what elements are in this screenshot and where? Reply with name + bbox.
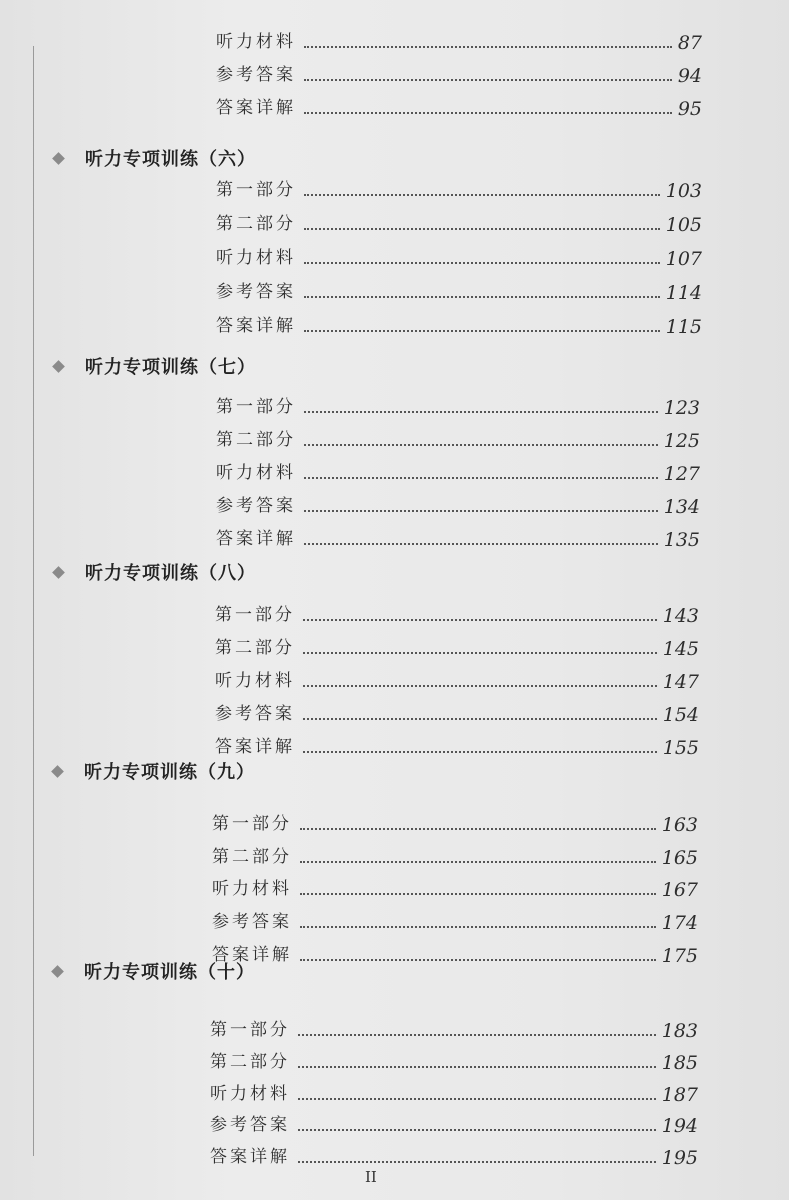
toc-entry[interactable] xyxy=(216,488,700,518)
toc-entry[interactable] xyxy=(216,90,702,120)
toc-entry-page: 127 xyxy=(663,463,700,485)
toc-entry-page: 183 xyxy=(661,1020,698,1042)
toc-entry-page: 134 xyxy=(663,496,700,518)
toc-entry[interactable] xyxy=(212,871,698,901)
toc-entry-label: 答案详解 xyxy=(212,945,292,965)
diamond-icon xyxy=(52,566,65,579)
dot-leader xyxy=(304,194,660,196)
toc-entry-label: 第二部分 xyxy=(216,214,296,234)
section-heading-7[interactable] xyxy=(54,351,256,381)
toc-entry-page: 194 xyxy=(661,1115,698,1137)
dot-leader xyxy=(298,1066,656,1068)
toc-entry-page: 103 xyxy=(665,180,702,202)
diamond-icon xyxy=(51,765,64,778)
toc-entry-label: 参考答案 xyxy=(216,496,296,516)
toc-entry-label: 第一部分 xyxy=(216,180,296,200)
section-heading-6[interactable] xyxy=(54,143,256,173)
toc-entry-page: 147 xyxy=(662,671,699,693)
dot-leader xyxy=(304,296,660,298)
toc-entry-page: 187 xyxy=(661,1084,698,1106)
dot-leader xyxy=(303,652,657,654)
dot-leader xyxy=(304,543,658,545)
toc-entry-page: 105 xyxy=(665,214,702,236)
diamond-icon xyxy=(52,152,65,165)
toc-entry-label: 第二部分 xyxy=(216,430,296,450)
toc-entry[interactable] xyxy=(216,206,702,236)
diamond-icon xyxy=(51,965,64,978)
toc-entry-label: 听力材料 xyxy=(216,463,296,483)
toc-entry[interactable] xyxy=(216,521,700,551)
toc-entry-label: 第一部分 xyxy=(215,605,295,625)
toc-entry-page: 145 xyxy=(662,638,699,660)
toc-entry-page: 107 xyxy=(665,248,702,270)
toc-entry[interactable] xyxy=(210,1107,698,1137)
toc-entry-page: 135 xyxy=(663,529,700,551)
toc-entry[interactable] xyxy=(212,937,698,967)
toc-entry-label: 答案详解 xyxy=(210,1147,290,1167)
toc-entry-page: 115 xyxy=(665,316,702,338)
toc-entry-page: 195 xyxy=(661,1147,698,1169)
dot-leader xyxy=(300,893,656,895)
toc-entry-page: 94 xyxy=(677,65,702,87)
toc-entry[interactable] xyxy=(216,172,702,202)
toc-entry[interactable] xyxy=(216,389,700,419)
toc-entry-page: 123 xyxy=(663,397,700,419)
toc-entry[interactable] xyxy=(216,422,700,452)
toc-entry-page: 154 xyxy=(662,704,699,726)
dot-leader xyxy=(304,477,658,479)
dot-leader xyxy=(300,959,656,961)
dot-leader xyxy=(300,861,656,863)
toc-entry-page: 95 xyxy=(677,98,702,120)
dot-leader xyxy=(304,262,660,264)
toc-entry-label: 参考答案 xyxy=(212,912,292,932)
toc-entry[interactable] xyxy=(215,597,699,627)
toc-entry-page: 125 xyxy=(663,430,700,452)
toc-entry-page: 165 xyxy=(661,847,698,869)
toc-entry[interactable] xyxy=(215,663,699,693)
toc-entry-label: 听力材料 xyxy=(210,1084,290,1104)
section-heading-9[interactable] xyxy=(53,756,255,786)
toc-entry-label: 听力材料 xyxy=(216,32,296,52)
toc-entry[interactable] xyxy=(210,1139,698,1169)
dot-leader xyxy=(298,1034,656,1036)
toc-entry[interactable] xyxy=(215,696,699,726)
toc-entry-label: 第二部分 xyxy=(210,1052,290,1072)
dot-leader xyxy=(304,411,658,413)
toc-entry[interactable] xyxy=(216,57,702,87)
toc-entry-label: 答案详解 xyxy=(216,98,296,118)
toc-entry-label: 听力材料 xyxy=(215,671,295,691)
toc-entry-label: 第一部分 xyxy=(216,397,296,417)
toc-entry-page: 143 xyxy=(662,605,699,627)
toc-entry-label: 答案详解 xyxy=(216,529,296,549)
toc-entry-label: 参考答案 xyxy=(216,65,296,85)
dot-leader xyxy=(298,1129,656,1131)
section-title: 听力专项训练（十） xyxy=(84,962,255,983)
dot-leader xyxy=(304,79,672,81)
dot-leader xyxy=(303,718,657,720)
toc-entry-label: 听力材料 xyxy=(216,248,296,268)
toc-entry-label: 第一部分 xyxy=(212,814,292,834)
toc-entry-label: 参考答案 xyxy=(215,704,295,724)
toc-entry[interactable] xyxy=(216,274,702,304)
dot-leader xyxy=(298,1098,656,1100)
toc-entry-label: 听力材料 xyxy=(212,879,292,899)
toc-entry[interactable] xyxy=(216,455,700,485)
toc-entry-label: 答案详解 xyxy=(216,316,296,336)
section-title: 听力专项训练（七） xyxy=(85,357,256,378)
dot-leader xyxy=(303,685,657,687)
toc-entry-label: 参考答案 xyxy=(210,1115,290,1135)
toc-entry[interactable] xyxy=(212,904,698,934)
toc-entry[interactable] xyxy=(216,24,702,54)
toc-entry[interactable] xyxy=(215,729,699,759)
dot-leader xyxy=(304,444,658,446)
section-title: 听力专项训练（六） xyxy=(85,149,256,170)
dot-leader xyxy=(304,112,672,114)
toc-entry-page: 185 xyxy=(661,1052,698,1074)
dot-leader xyxy=(303,751,657,753)
dot-leader xyxy=(298,1161,656,1163)
toc-entry-page: 167 xyxy=(661,879,698,901)
dot-leader xyxy=(300,828,656,830)
toc-entry-label: 第二部分 xyxy=(212,847,292,867)
toc-entry[interactable] xyxy=(212,806,698,836)
toc-entry-label: 第一部分 xyxy=(210,1020,290,1040)
dot-leader xyxy=(304,46,672,48)
toc-entry[interactable] xyxy=(210,1044,698,1074)
diamond-icon xyxy=(52,360,65,373)
dot-leader xyxy=(304,510,658,512)
toc-entry[interactable] xyxy=(215,630,699,660)
toc-entry-page: 174 xyxy=(661,912,698,934)
toc-entry[interactable] xyxy=(210,1012,698,1042)
toc-entry[interactable] xyxy=(212,839,698,869)
dot-leader xyxy=(303,619,657,621)
section-heading-10[interactable] xyxy=(53,956,255,986)
toc-entry-page: 175 xyxy=(661,945,698,967)
toc-entry-label: 答案详解 xyxy=(215,737,295,757)
toc-entry-page: 155 xyxy=(662,737,699,759)
toc-entry[interactable] xyxy=(216,308,702,338)
toc-entry-page: 87 xyxy=(677,32,702,54)
page-number: II xyxy=(365,1168,377,1186)
dot-leader xyxy=(304,330,660,332)
toc-entry[interactable] xyxy=(210,1076,698,1106)
toc-entry-label: 参考答案 xyxy=(216,282,296,302)
toc-entry-page: 114 xyxy=(665,282,702,304)
dot-leader xyxy=(304,228,660,230)
toc-entry-label: 第二部分 xyxy=(215,638,295,658)
section-title: 听力专项训练（九） xyxy=(84,762,255,783)
toc-entry-page: 163 xyxy=(661,814,698,836)
section-title: 听力专项训练（八） xyxy=(85,563,256,584)
toc-entry[interactable] xyxy=(216,240,702,270)
section-heading-8[interactable] xyxy=(54,557,256,587)
dot-leader xyxy=(300,926,656,928)
